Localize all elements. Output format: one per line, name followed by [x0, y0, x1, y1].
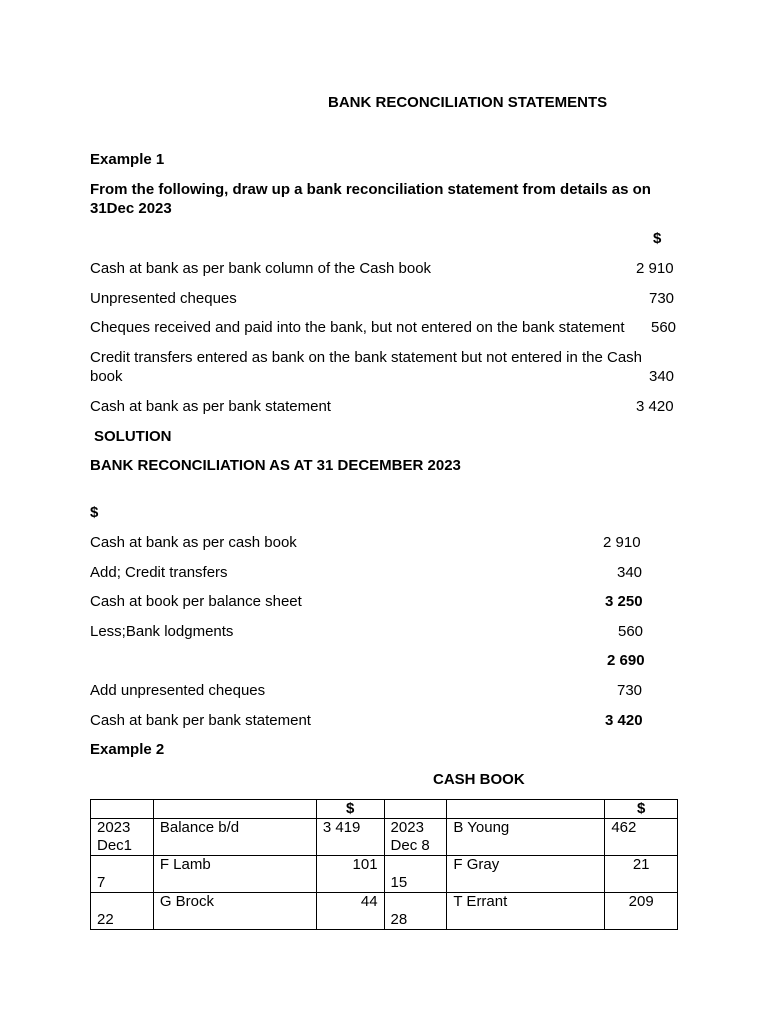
solution-row-label: Cash at bank per bank statement [90, 712, 311, 729]
cash-book-table [90, 799, 678, 930]
table-row [91, 893, 678, 930]
debit-date: 7 [91, 856, 154, 893]
example1-item-label-cont: book [90, 368, 123, 385]
solution-row-amount: 560 [618, 623, 644, 640]
example1-instruction: From the following, draw up a bank reconciliation statement from details as on 31Dec 2023 [90, 181, 651, 217]
credit-amount: 209 [605, 893, 678, 930]
credit-description: B Young [447, 819, 605, 856]
solution-row-amount: 340 [617, 564, 643, 581]
credit-description: T Errant [447, 893, 605, 930]
example1-item-amount: 340 [649, 368, 675, 385]
example1-currency: $ [653, 230, 662, 247]
solution-row-amount: 2 910 [603, 534, 641, 551]
debit-date: 22 [91, 893, 154, 930]
credit-amount: 462 [605, 819, 678, 856]
cash-book-title: CASH BOOK [433, 771, 525, 788]
credit-amount: 21 [605, 856, 678, 893]
solution-row-amount: 730 [617, 682, 643, 699]
debit-description: F Lamb [153, 856, 316, 893]
solution-row-label: Add unpresented cheques [90, 682, 266, 699]
solution-row-label: Cash at book per balance sheet [90, 593, 302, 610]
solution-row-label: Add; Credit transfers [90, 564, 228, 581]
debit-amount: 101 [316, 856, 384, 893]
solution-subtotal-amount: 2 690 [607, 652, 645, 669]
example1-item-amount: 730 [649, 290, 675, 307]
example1-item-label: Cash at bank as per bank statement [90, 398, 331, 415]
solution-currency: $ [90, 504, 99, 521]
table-header-row [91, 800, 678, 819]
solution-row-label: Less;Bank lodgments [90, 623, 234, 640]
credit-currency-header: $ [605, 800, 678, 819]
debit-date: 2023 Dec1 [91, 819, 154, 856]
solution-row-amount: 3 250 [605, 593, 643, 610]
example1-item-label: Unpresented cheques [90, 290, 237, 307]
example2-heading: Example 2 [90, 741, 165, 758]
debit-amount: 3 419 [316, 819, 384, 856]
example1-item-amount: 3 420 [636, 398, 674, 415]
example1-item-amount: 560 [651, 319, 677, 336]
debit-amount: 44 [316, 893, 384, 930]
example1-item-label: Cheques received and paid into the bank, but not entered on the bank statement [90, 319, 625, 336]
solution-heading: SOLUTION [94, 428, 172, 445]
debit-currency-header: $ [316, 800, 384, 819]
credit-date: 28 [384, 893, 447, 930]
table-row [91, 856, 678, 893]
solution-row-label: Cash at bank as per cash book [90, 534, 297, 551]
solution-row-amount: 3 420 [605, 712, 643, 729]
credit-description: F Gray [447, 856, 605, 893]
solution-subheading: BANK RECONCILIATION AS AT 31 DECEMBER 2023 [90, 457, 461, 474]
example1-heading: Example 1 [90, 151, 165, 168]
credit-date: 2023 Dec 8 [384, 819, 447, 856]
page-title: BANK RECONCILIATION STATEMENTS [328, 94, 608, 111]
debit-description: G Brock [153, 893, 316, 930]
example1-item-amount: 2 910 [636, 260, 674, 277]
example1-item-label: Credit transfers entered as bank on the bank statement but not entered in the Cash [90, 349, 643, 366]
example1-item-label: Cash at bank as per bank column of the Cash book [90, 260, 432, 277]
debit-description: Balance b/d [153, 819, 316, 856]
credit-date: 15 [384, 856, 447, 893]
table-row [91, 819, 678, 856]
